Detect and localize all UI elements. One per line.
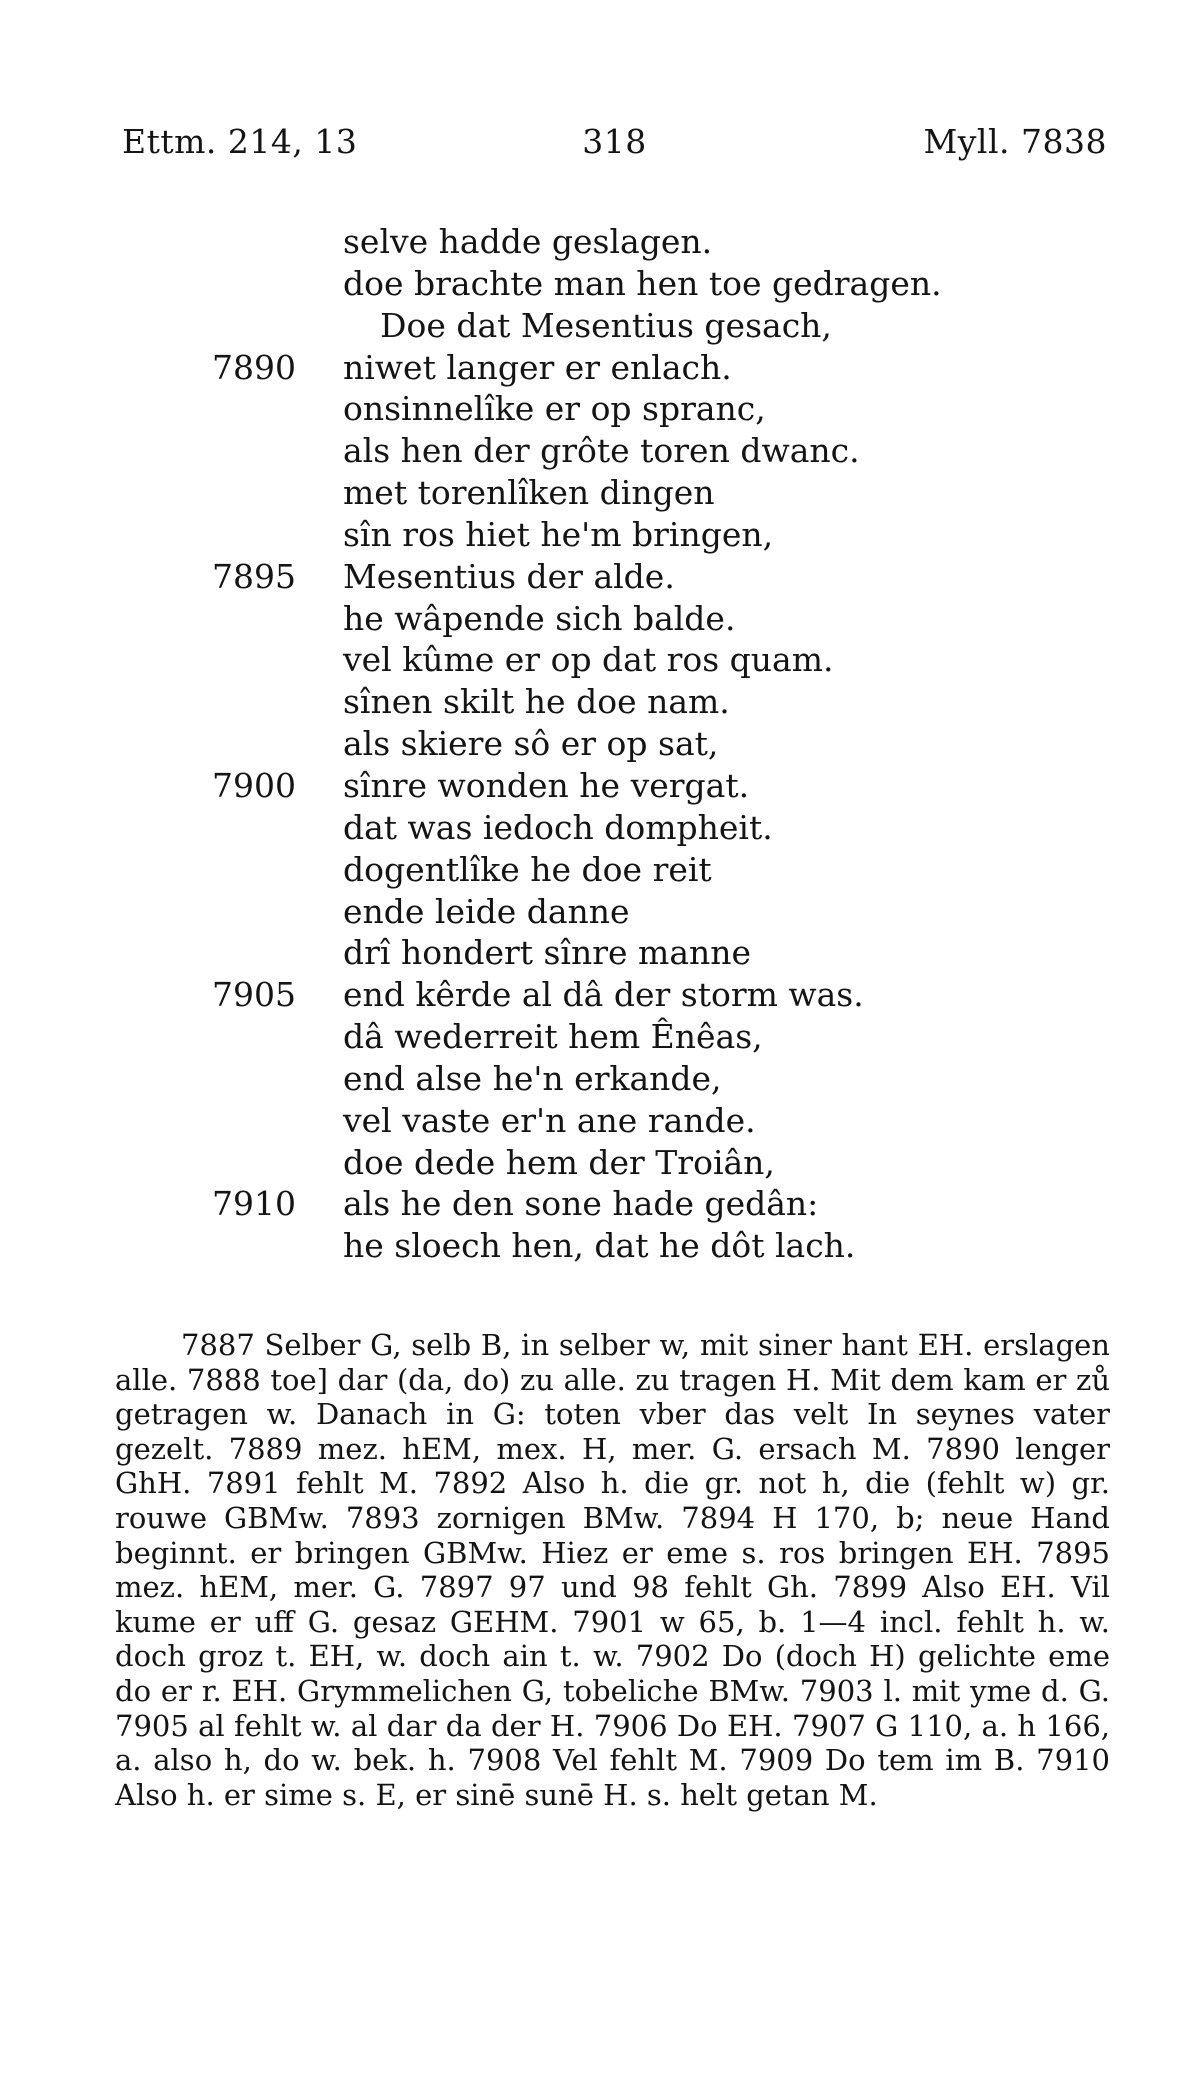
critical-apparatus — [115, 1328, 1110, 1812]
verse-line — [0, 933, 1200, 975]
verse-text: sînre wonden he vergat. — [343, 765, 750, 805]
verse-number: 7900 — [212, 765, 296, 805]
verse-text: end alse he'n erkande, — [343, 1058, 722, 1098]
verse-number: 7905 — [212, 975, 296, 1015]
verse-line — [0, 1226, 1200, 1268]
verse-block — [0, 222, 1200, 1268]
verse-text: met torenlîken dingen — [343, 473, 715, 513]
verse-text: vel vaste er'n ane rande. — [343, 1100, 756, 1140]
verse-line — [0, 599, 1200, 641]
verse-text: drî hondert sînre manne — [343, 933, 752, 973]
verse-line — [0, 1184, 1200, 1226]
verse-line — [0, 515, 1200, 557]
verse-text: Doe dat Mesentius gesach, — [380, 305, 832, 345]
verse-text: als he den sone hade gedân: — [343, 1184, 819, 1224]
verse-line — [0, 264, 1200, 306]
verse-line — [0, 1143, 1200, 1185]
verse-line — [0, 1059, 1200, 1101]
verse-text: doe dede hem der Troiân, — [343, 1142, 775, 1182]
verse-line — [0, 850, 1200, 892]
verse-text: sîn ros hiet he'm bringen, — [343, 514, 774, 554]
verse-text: end kêrde al dâ der storm was. — [343, 975, 864, 1015]
verse-line — [0, 473, 1200, 515]
verse-line — [0, 1017, 1200, 1059]
verse-text: dat was iedoch dompheit. — [343, 807, 773, 847]
verse-text: Mesentius der alde. — [343, 556, 675, 596]
verse-text: dâ wederreit hem Ênêas, — [343, 1017, 763, 1057]
verse-text: sînen skilt he doe nam. — [343, 682, 730, 722]
verse-text: niwet langer er enlach. — [343, 347, 732, 387]
header-right-reference: Myll. 7838 — [923, 122, 1107, 161]
verse-line — [0, 682, 1200, 724]
verse-text: doe brachte man hen toe gedragen. — [343, 263, 942, 303]
verse-line — [0, 222, 1200, 264]
verse-line — [0, 431, 1200, 473]
verse-line — [0, 557, 1200, 599]
verse-text: dogentlîke he doe reit — [343, 849, 712, 889]
verse-text: onsinnelîke er op spranc, — [343, 389, 766, 429]
verse-number: 7890 — [212, 347, 296, 387]
verse-number: 7910 — [212, 1184, 296, 1224]
verse-text: vel kûme er op dat ros quam. — [343, 640, 834, 680]
verse-line — [0, 724, 1200, 766]
page-header — [122, 122, 1107, 162]
verse-line — [0, 975, 1200, 1017]
verse-line — [0, 306, 1200, 348]
header-left-reference: Ettm. 214, 13 — [122, 122, 358, 161]
verse-line — [0, 348, 1200, 390]
verse-line — [0, 892, 1200, 934]
verse-line — [0, 640, 1200, 682]
verse-number: 7895 — [212, 556, 296, 596]
apparatus-paragraph: 7887 Selber G, selb B, in selber w, mit siner hant EH. erslagen alle. 7888 toe] dar (da, do) zu alle. zu tragen H. Mit dem kam er zů getragen w. Danach in G: toten vber das velt In seynes vater gezelt. 7889 mez. hEM, mex. H, mer. G. ersach M. 7890 lenger GhH. 7891 fehlt M. 7892 Also h. die gr. not h, die (fehlt w) gr. rouwe GBMw. 7893 zornigen BMw. 7894 H 170, b; neue Hand beginnt. er bringen GBMw. Hiez er eme s. ros bringen EH. 7895 mez. hEM, mer. G. 7897 97 und 98 fehlt Gh. 7899 Also EH. Vil kume er uff G. gesaz GEHM. 7901 w 65, b. 1—4 incl. fehlt h. w. doch groz t. EH, w. doch ain t. w. 7902 Do (doch H) gelichte eme do er r. EH. Grymmelichen G, tobeliche BMw. 7903 l. mit yme d. G. 7905 al fehlt w. al dar da der H. 7906 Do EH. 7907 G 110, a. h 166, a. also h, do w. bek. h. 7908 Vel fehlt M. 7909 Do tem im B. 7910 Also h. er sime s. E, er sinē sunē H. s. helt getan M. — [115, 1328, 1110, 1812]
verse-text: ende leide danne — [343, 891, 630, 931]
verse-line — [0, 766, 1200, 808]
verse-text: he wâpende sich balde. — [343, 598, 736, 638]
verse-text: he sloech hen, dat he dôt lach. — [343, 1226, 856, 1266]
page-number: 318 — [582, 122, 647, 161]
verse-text: als skiere sô er op sat, — [343, 724, 719, 764]
verse-line — [0, 1101, 1200, 1143]
verse-line — [0, 808, 1200, 850]
verse-text: selve hadde geslagen. — [343, 222, 713, 261]
verse-line — [0, 389, 1200, 431]
verse-text: als hen der grôte toren dwanc. — [343, 431, 860, 471]
